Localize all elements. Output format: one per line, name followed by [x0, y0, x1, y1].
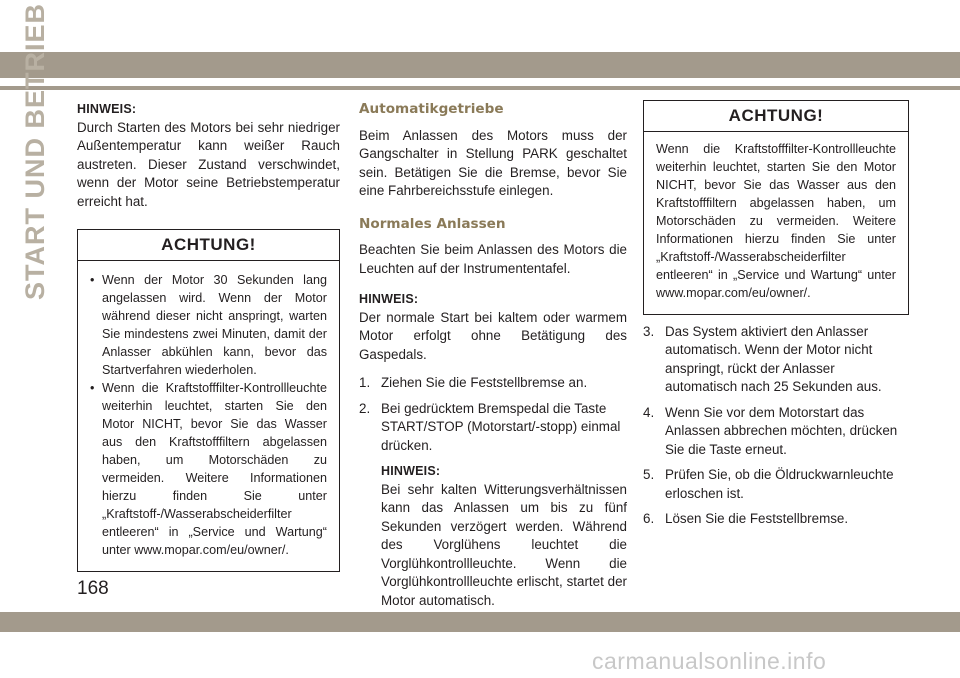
sub-note	[359, 462, 627, 610]
step-number: 5.	[643, 467, 655, 482]
note-heading: HINWEIS:	[359, 292, 419, 306]
header-bar	[0, 52, 960, 78]
step-text: Bei gedrücktem Bremspedal die Taste START/STOP (Motorstart/-stopp) einmal drücken.	[381, 400, 621, 453]
step-text: Wenn Sie vor dem Motorstart das Anlassen abbrechen möchten, drücken Sie die Taste erneut.	[665, 404, 898, 457]
note-heading: HINWEIS:	[381, 464, 441, 478]
page-number: 168	[77, 578, 109, 599]
section-heading-automatikgetriebe: Automatikgetriebe	[359, 101, 504, 117]
step-number: 6.	[643, 511, 655, 526]
step-number: 1.	[359, 375, 371, 390]
column-left	[77, 100, 340, 572]
step-number: 3.	[643, 323, 655, 339]
step-text: Prüfen Sie, ob die Öldruckwarnleuchte erloschen ist.	[665, 467, 894, 501]
warning-item: • Wenn die Kraftstofffilter-Kontrollleuchte weiterhin leuchtet, starten Sie den Motor NICHT, bevor Sie das Wasser aus den Kraftstofffiltern abgelassen haben, um Motorschäden zu vermeiden. Weitere Informationen hierzu finden Sie unter „Kraftstoff-/Wasserabscheiderfilter entleeren“ in „Service und Wartung“ unter www.mopar.com/eu/owner/.	[90, 379, 327, 559]
column-middle	[359, 100, 627, 610]
paragraph: Beachten Sie beim Anlassen des Motors die Leuchten auf der Instrumententafel.	[359, 242, 627, 276]
steps-list	[359, 374, 627, 455]
step-text: Das System aktiviert den Anlasser automatisch. Wenn der Motor nicht anspringt, rückt der Anlasser automatisch nach 25 Sekunden aus.	[665, 323, 882, 394]
warning-text: Wenn die Kraftstofffilter-Kontrollleuchte weiterhin leuchtet, starten Sie den Motor NICHT, bevor Sie das Wasser aus den Kraftstofffiltern abgelassen haben, um Motorschäden zu vermeiden. Weitere Informationen hierzu finden Sie unter „Kraftstoff-/Wasserabscheiderfilter entleeren“ in „Service und Wartung“ unter www.mopar.com/eu/owner/.	[656, 141, 896, 300]
step-item	[643, 323, 909, 397]
step-text: Lösen Sie die Feststellbremse.	[665, 511, 849, 526]
step-item	[643, 466, 909, 503]
note-heading: HINWEIS:	[77, 102, 137, 116]
paragraph: Beim Anlassen des Motors muss der Gangschalter in Stellung PARK geschaltet sein. Betätigen Sie die Bremse, bevor Sie eine Fahrbereichsstufe einlegen.	[359, 127, 627, 198]
step-number: 4.	[643, 404, 655, 420]
warning-title: ACHTUNG!	[78, 230, 339, 261]
warning-title: ACHTUNG!	[644, 101, 908, 132]
header-rule	[0, 86, 960, 90]
warning-item: • Wenn der Motor 30 Sekunden lang angelassen wird. Wenn der Motor während dieser nicht anspringt, warten Sie mindestens zwei Minuten, damit der Anlasser abkühlen kann, bevor das Startverfahren wiederholen.	[90, 271, 327, 379]
page-top-margin	[0, 0, 960, 52]
step-number: 2.	[359, 400, 371, 416]
steps-list	[643, 323, 909, 529]
warning-list	[90, 271, 327, 559]
warning-box	[643, 100, 909, 315]
footer-bar	[0, 612, 960, 632]
watermark-text: carmanualsonline.info	[592, 648, 827, 674]
warning-box	[77, 229, 340, 572]
note-text: Der normale Start bei kaltem oder warmem Motor erfolgt ohne Betätigung des Gaspedals.	[359, 309, 627, 362]
step-item	[643, 510, 909, 529]
column-right	[643, 100, 909, 536]
note-text: Durch Starten des Motors bei sehr niedriger Außentemperatur kann weißer Rauch austreten. Dieser Zustand verschwindet, wenn der Motor seine Betriebstemperatur erreicht hat.	[77, 119, 340, 209]
section-heading-normales-anlassen: Normales Anlassen	[359, 215, 506, 232]
warning-body	[78, 261, 339, 571]
step-item	[359, 400, 627, 456]
side-label-text: START UND BETRIEB	[20, 3, 50, 300]
note-text: Bei sehr kalten Witterungsverhältnissen kann das Anlassen um bis zu fünf Sekunden verzögert werden. Während des Vorglühens leuchtet die Vorglühkontrollleuchte. Wenn die Vorglühkontrollleuchte erlischt, startet der Motor automatisch.	[381, 481, 627, 608]
step-item	[359, 374, 627, 393]
section-side-label	[12, 3, 58, 300]
step-text: Ziehen Sie die Feststellbremse an.	[381, 375, 588, 390]
step-item	[643, 404, 909, 460]
